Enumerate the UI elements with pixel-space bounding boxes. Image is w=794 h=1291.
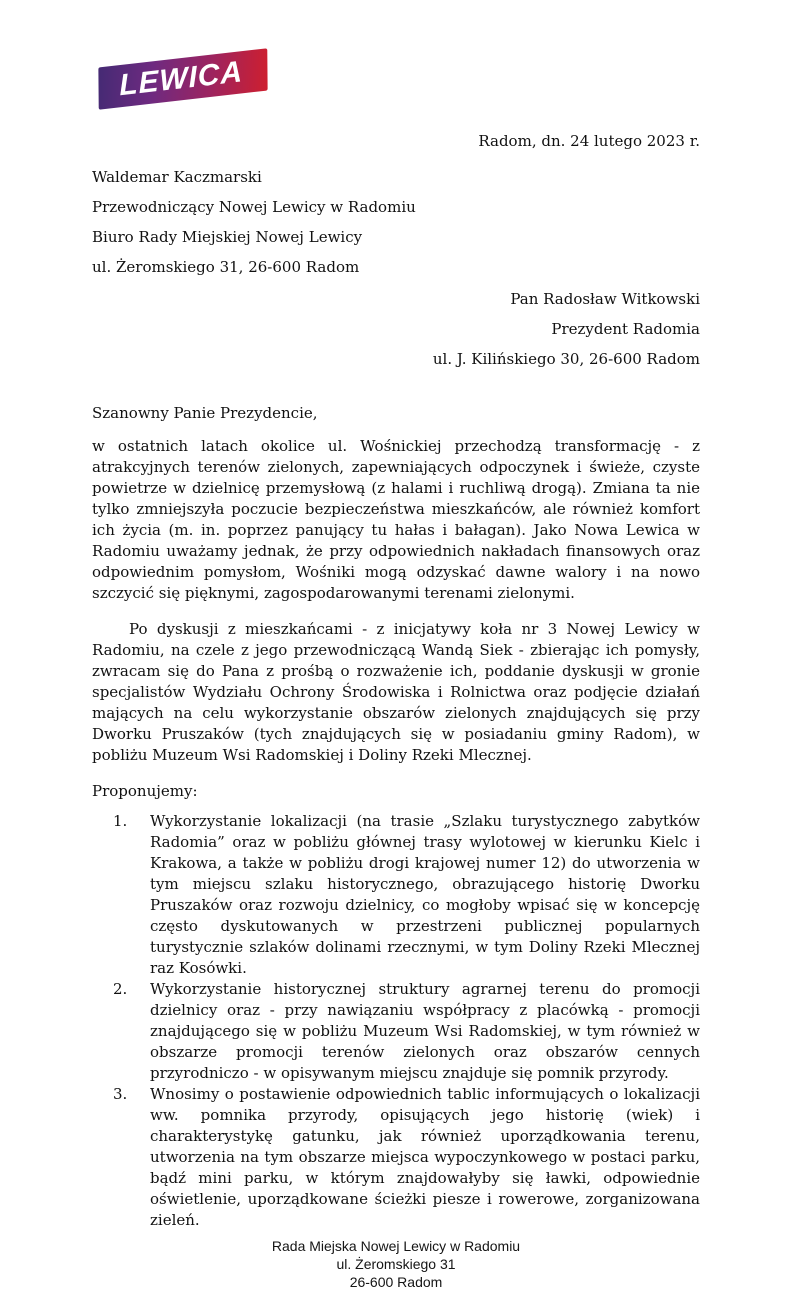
proposals-intro: Proponujemy: (92, 782, 198, 800)
lewica-logo-text: LEWICA (118, 55, 244, 103)
body-paragraph-1: w ostatnich latach okolice ul. Wośnickiej przechodzą transformację - z atrakcyjnych terenów zielonych, zapewniających odpoczynek i świeże, czyste powietrze w dzielnicę przemysłową (z halami i ruchliwą drogą). Zmiana ta nie tylko zmniejszyła poczucie bezpieczeństwa mieszkańców, ale również komfort ich życia (m. in. poprzez panujący tu hałas i bałagan). Jako Nowa Lewica w Radomiu uważamy jednak, że przy odpowiednich nakładach finansowych oraz odpowiednim pomysłom, Wośniki mogą odzyskać dawne walory i na nowo szczycić się pięknymi, zagospodarowanymi terenami zielonymi. (92, 437, 700, 602)
proposal-number: 2. (113, 980, 128, 998)
proposal-item-3 (92, 1084, 700, 1231)
sender-title: Przewodniczący Nowej Lewicy w Radomiu (92, 198, 416, 216)
proposal-item-1 (92, 811, 700, 979)
proposal-list (92, 811, 700, 1231)
recipient-title: Prezydent Radomia (551, 320, 700, 338)
sender-name: Waldemar Kaczmarski (92, 168, 262, 186)
proposal-text: Wykorzystanie historycznej struktury agrarnej terenu do promocji dzielnicy oraz - przy nawiązaniu współpracy z placówką - promocji znajdującego się w pobliżu Muzeum Wsi Radomskiej, w tym również w obszarze promocji terenów zielonych oraz obszarów cennych przyrodniczo - w opisywanym miejscu znajduje się pomnik przyrody. (150, 980, 700, 1082)
proposal-number: 3. (113, 1085, 128, 1103)
proposal-number: 1. (113, 812, 128, 830)
sender-address: ul. Żeromskiego 31, 26-600 Radom (92, 258, 360, 276)
recipient-block (92, 290, 700, 368)
proposal-text: Wykorzystanie lokalizacji (na trasie „Szlaku turystycznego zabytków Radomia” oraz w pobliżu głównej trasy wylotowej w kierunku Kielc i Krakowa, a także w pobliżu drogi krajowej numer 12) do utworzenia w tym miejscu szlaku historycznego, obrazującego historię Dworku Pruszaków oraz rozwoju dzielnicy, co mogłoby wpisać się w koncepcję często dyskutowanych w przestrzeni publicznej popularnych turystycznie szlaków dolinami rzecznymi, w tym Doliny Rzeki Mlecznej raz Kosówki. (150, 812, 700, 977)
date-line: Radom, dn. 24 lutego 2023 r. (478, 132, 700, 150)
salutation: Szanowny Panie Prezydencie, (92, 404, 318, 422)
sender-office: Biuro Rady Miejskiej Nowej Lewicy (92, 228, 363, 246)
body-paragraph-2: Po dyskusji z mieszkańcami - z inicjatywy koła nr 3 Nowej Lewicy w Radomiu, na czele z jego przewodniczącą Wandą Siek - zbierając ich pomysły, zwracam się do Pana z prośbą o rozważenie ich, poddanie dyskusji w gronie specjalistów Wydziału Ochrony Środowiska i Rolnictwa oraz podjęcie działań mających na celu wykorzystanie obszarów zielonych znajdujących się przy Dworku Pruszaków (tych znajdujących się w posiadaniu gminy Radom), w pobliżu Muzeum Wsi Radomskiej i Doliny Rzeki Mlecznej. (92, 620, 700, 764)
footer-city: 26-600 Radom (349, 1274, 443, 1290)
proposal-text: Wnosimy o postawienie odpowiednich tablic informujących o lokalizacji ww. pomnika przyrody, opisujących jego historię (wiek) i charakterystykę gatunku, jak również uporządkowania terenu, utworzenia na tym obszarze miejsca wypoczynkowego w postaci parku, bądź mini parku, w którym znajdowałyby się ławki, odpowiednie oświetlenie, uporządkowane ścieżki piesze i rowerowe, zorganizowana zieleń. (150, 1085, 700, 1229)
proposal-item-2 (92, 979, 700, 1084)
footer-street: ul. Żeromskiego 31 (336, 1256, 456, 1272)
lewica-logo (98, 48, 267, 109)
recipient-name: Pan Radosław Witkowski (510, 290, 700, 308)
sender-block (92, 168, 700, 276)
footer-organization: Rada Miejska Nowej Lewicy w Radomiu (271, 1238, 521, 1254)
footer-block (92, 1237, 700, 1291)
logo-container (92, 55, 700, 122)
recipient-address: ul. J. Kilińskiego 30, 26-600 Radom (432, 350, 700, 368)
